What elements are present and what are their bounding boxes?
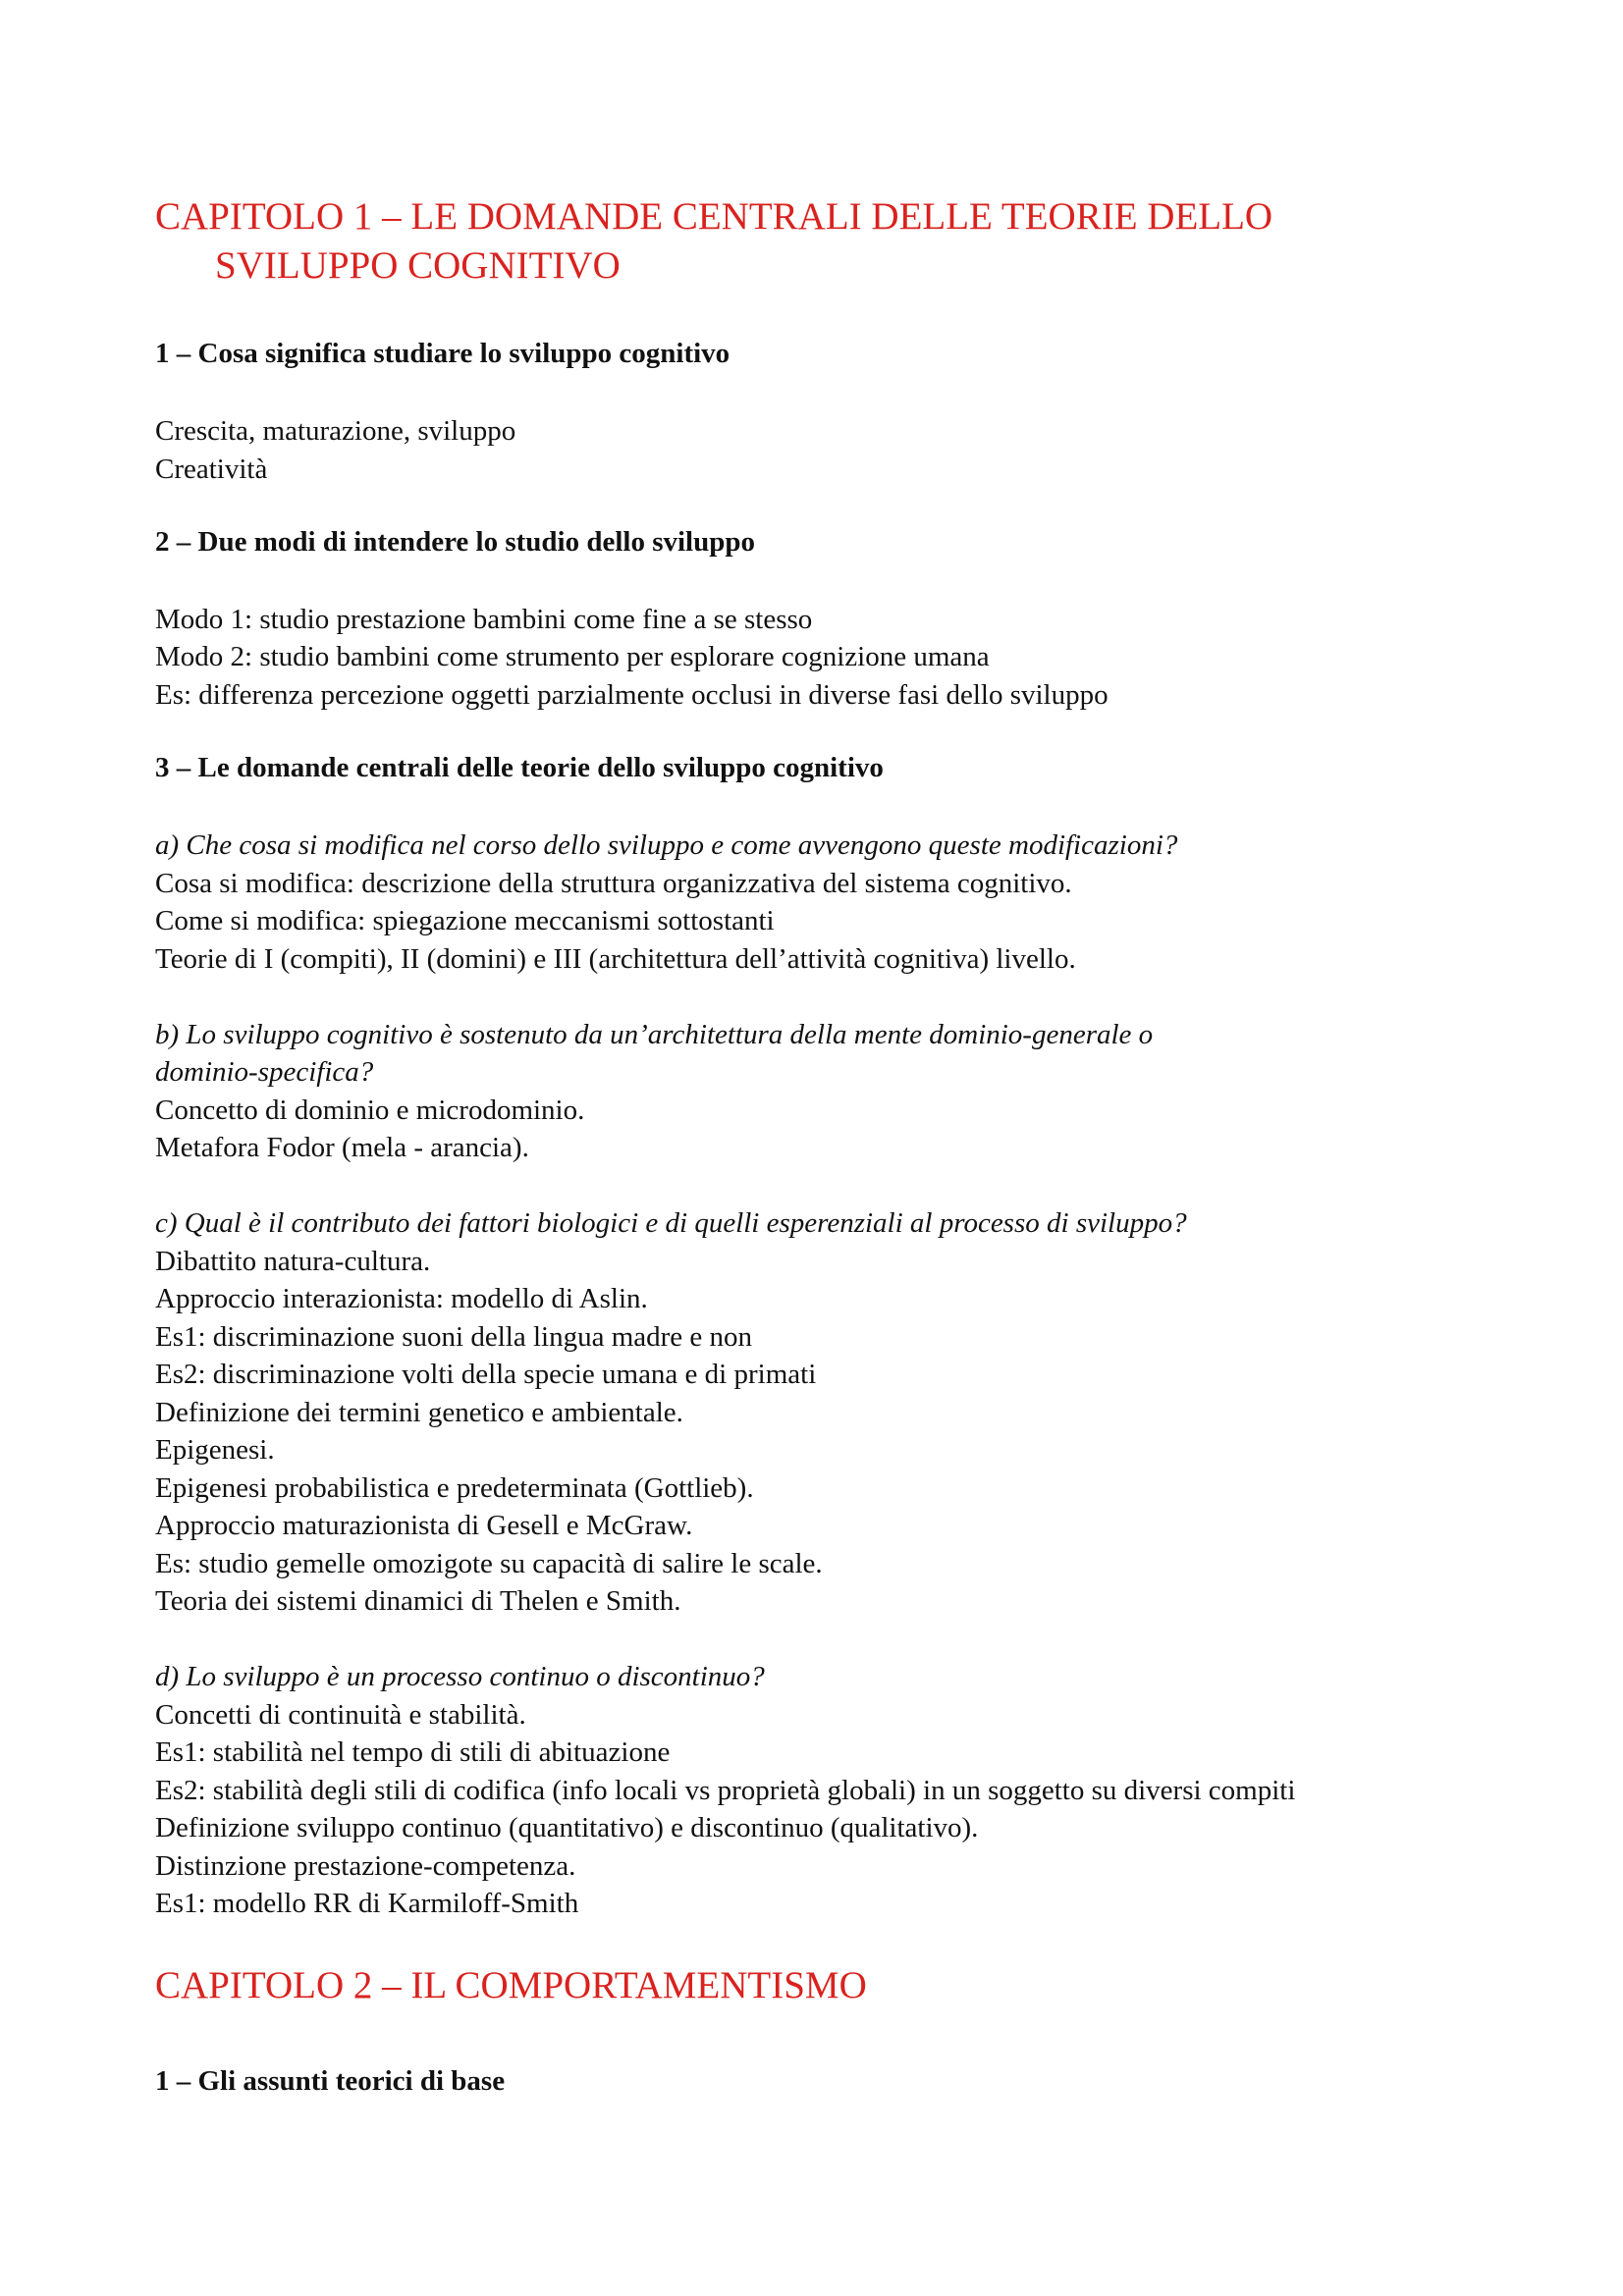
question-a: a) Che cosa si modifica nel corso dello sviluppo e come avvengono queste modificazioni?: [155, 829, 1178, 861]
section-1-line: Creatività: [155, 454, 268, 485]
question-b-line: Metafora Fodor (mela - arancia).: [155, 1132, 529, 1163]
section-3-heading: 3 – Le domande centrali delle teorie dello sviluppo cognitivo: [155, 752, 884, 783]
chapter-1-title-line-1: CAPITOLO 1 – LE DOMANDE CENTRALI DELLE TEORIE DELLO: [155, 195, 1273, 238]
question-c-line: Approccio maturazionista di Gesell e McGraw.: [155, 1510, 693, 1541]
question-d: d) Lo sviluppo è un processo continuo o discontinuo?: [155, 1661, 765, 1692]
question-b-line: Concetto di dominio e microdominio.: [155, 1095, 585, 1126]
question-c-line: Dibattito natura-cultura.: [155, 1246, 431, 1277]
question-d-line: Concetti di continuità e stabilità.: [155, 1699, 526, 1731]
question-a-line: Teorie di I (compiti), II (domini) e III (architettura dell’attività cognitiva) livello.: [155, 943, 1076, 975]
section-1-line: Crescita, maturazione, sviluppo: [155, 415, 516, 447]
question-c-line: Es2: discriminazione volti della specie umana e di primati: [155, 1359, 817, 1390]
section-2-line: Es: differenza percezione oggetti parzialmente occlusi in diverse fasi dello sviluppo: [155, 679, 1109, 711]
question-c-line: Teoria dei sistemi dinamici di Thelen e Smith.: [155, 1585, 681, 1617]
question-b-line-1: b) Lo sviluppo cognitivo è sostenuto da un’architettura della mente dominio-generale o: [155, 1019, 1154, 1050]
question-c-line: Definizione dei termini genetico e ambientale.: [155, 1397, 683, 1428]
question-b-line-2: dominio-specifica?: [155, 1056, 374, 1088]
question-d-line: Es1: modello RR di Karmiloff-Smith: [155, 1888, 579, 1919]
section-2-line: Modo 1: studio prestazione bambini come fine a se stesso: [155, 604, 813, 635]
question-d-line: Es1: stabilità nel tempo di stili di abituazione: [155, 1736, 671, 1768]
question-c-line: Approccio interazionista: modello di Aslin.: [155, 1283, 648, 1314]
question-a-line: Cosa si modifica: descrizione della struttura organizzativa del sistema cognitivo.: [155, 868, 1072, 899]
chapter-1-title-line-2: SVILUPPO COGNITIVO: [215, 244, 621, 287]
question-c-line: Es1: discriminazione suoni della lingua madre e non: [155, 1321, 753, 1353]
question-d-line: Distinzione prestazione-competenza.: [155, 1850, 576, 1882]
question-c-line: Epigenesi probabilistica e predeterminata (Gottlieb).: [155, 1472, 754, 1504]
chapter-2-section-1-heading: 1 – Gli assunti teorici di base: [155, 2065, 506, 2097]
question-c-line: Es: studio gemelle omozigote su capacità di salire le scale.: [155, 1548, 823, 1579]
question-d-line: Definizione sviluppo continuo (quantitativo) e discontinuo (qualitativo).: [155, 1812, 979, 1843]
chapter-1-title: [155, 192, 1272, 291]
question-c-line: Epigenesi.: [155, 1434, 275, 1466]
section-2-heading: 2 – Due modi di intendere lo studio dello sviluppo: [155, 526, 755, 558]
chapter-2-title: CAPITOLO 2 – IL COMPORTAMENTISMO: [155, 1964, 867, 2006]
question-c: c) Qual è il contributo dei fattori biologici e di quelli esperenziali al processo di sviluppo?: [155, 1207, 1187, 1239]
question-d-line: Es2: stabilità degli stili di codifica (info locali vs proprietà globali) in un soggetto su diversi compiti: [155, 1775, 1296, 1806]
section-1-heading: 1 – Cosa significa studiare lo sviluppo cognitivo: [155, 338, 730, 369]
section-2-line: Modo 2: studio bambini come strumento per esplorare cognizione umana: [155, 641, 990, 672]
question-a-line: Come si modifica: spiegazione meccanismi sottostanti: [155, 905, 775, 936]
